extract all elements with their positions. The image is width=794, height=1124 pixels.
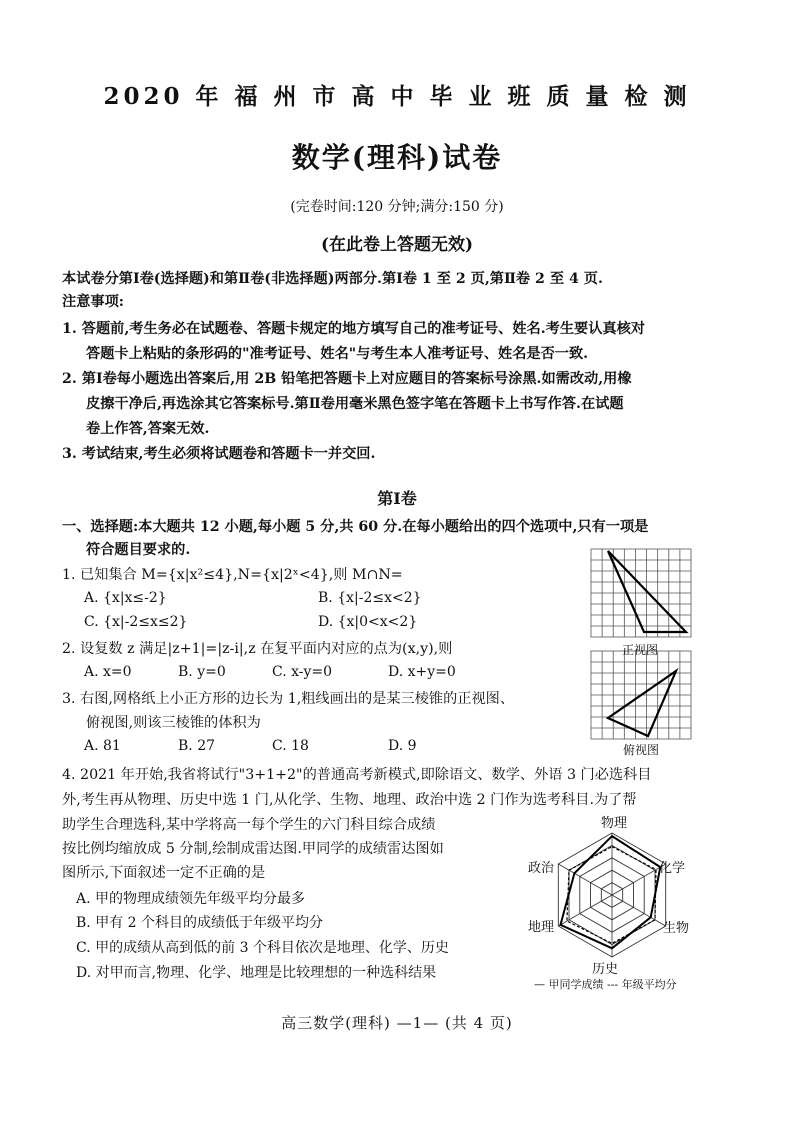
q4-option-c: C. 甲的成绩从高到低的前 3 个科目依次是地理、化学、历史 [76,940,449,956]
q4-line-1: 4. 2021 年开始,我省将试行"3+1+2"的普通高考新模式,即除语文、数学、外语 3 门必选科目 [62,767,652,783]
q4-line-2: 外,考生再从物理、历史中选 1 门,从化学、生物、地理、政治中选 2 门作为选考科目.为了帮 [62,792,637,808]
q1-option-a: A. {x|x≤-2} [84,590,167,606]
invalid-note: (在此卷上答题无效) [320,235,474,255]
radar-label-biology: 生物 [663,921,690,936]
notice-2c: 卷上作答,答案无效. [86,421,210,437]
q4-line-5: 图所示,下面叙述一定不正确的是 [62,865,266,881]
radar-label-politics: 政治 [528,861,555,876]
notice-title: 注意事项: [62,294,124,310]
q2-stem: 2. 设复数 z 满足|z+1|=|z-i|,z 在复平面内对应的点为(x,y),则 [62,641,453,657]
q2-option-d: D. x+y=0 [388,664,456,680]
notice-2b: 皮擦干净后,再选涂其它答案标号.第Ⅱ卷用毫米黑色签字笔在答题卡上书写作答.在试题 [86,396,624,412]
top-view-triangle [608,671,676,736]
part1-heading: 一、选择题:本大题共 12 小题,每小题 5 分,共 60 分.在每小题给出的四个选项中,只有一项是 [62,519,649,535]
radar-label-geography: 地理 [528,920,555,935]
q4-option-a: A. 甲的物理成绩领先年级平均分最多 [76,891,306,907]
notice-1a: 1. 答题前,考生务必在试题卷、答题卡规定的地方填写自己的准考证号、姓名.考生要认真核对 [62,321,645,337]
exam-title: 2020 年 福 州 市 高 中 毕 业 班 质 量 检 测 [103,83,691,110]
notice-2a: 2. 第Ⅰ卷每小题选出答案后,用 2B 铅笔把答题卡上对应题目的答案标号涂黑.如需改动,用橡 [62,371,632,387]
q3-option-c: C. 18 [272,738,309,754]
exam-subject-title: 数学(理科)试卷 [291,141,503,174]
q1-option-b: B. {x|-2≤x<2} [318,590,422,606]
q4-line-4: 按比例均缩放成 5 分制,绘制成雷达图.甲同学的成绩雷达图如 [62,841,444,857]
q2-option-c: C. x-y=0 [272,664,333,680]
front-view-triangle [608,551,686,632]
front-view-label: 正视图 [622,643,659,657]
notice-1b: 答题卡上粘贴的条形码的"准考证号、姓名"与考生本人准考证号、姓名是否一致. [86,346,589,362]
page-footer: 高三数学(理科) —1— (共 4 页) [281,1014,513,1032]
radar-label-history: 历史 [592,962,619,977]
radar-label-physics: 物理 [601,816,628,831]
time-info: (完卷时间:120 分钟;满分:150 分) [290,199,504,215]
section-title: 第Ⅰ卷 [377,489,417,508]
notice-3: 3. 考试结束,考生必须将试题卷和答题卡一并交回. [62,446,376,462]
q2-option-a: A. x=0 [84,664,132,680]
q3-stem-1: 3. 右图,网格纸上小正方形的边长为 1,粗线画出的是某三棱锥的正视图、 [62,691,515,707]
q3-option-d: D. 9 [388,738,417,754]
radar-legend: — 甲同学成绩 --- 年级平均分 [534,978,677,991]
top-view-label: 俯视图 [623,743,660,757]
q3-option-b: B. 27 [178,738,216,754]
intro-text: 本试卷分第Ⅰ卷(选择题)和第Ⅱ卷(非选择题)两部分.第Ⅰ卷 1 至 2 页,第Ⅱ卷 2 至 4 页. [62,271,603,287]
q4-option-d: D. 对甲而言,物理、化学、地理是比较理想的一种选科结果 [76,965,437,981]
q3-option-a: A. 81 [84,738,121,754]
q1-option-d: D. {x|0<x<2} [318,614,418,630]
q3-stem-2: 俯视图,则该三棱锥的体积为 [86,715,261,731]
q1-option-c: C. {x|-2≤x≤2} [84,614,188,630]
q2-option-b: B. y=0 [178,664,226,680]
radar-label-chemistry: 化学 [659,861,686,876]
q4-option-b: B. 甲有 2 个科目的成绩低于年级平均分 [76,915,323,931]
part1-heading-cont: 符合题目要求的. [86,542,191,558]
q1-stem: 1. 已知集合 M={x|x²≤4},N={x|2ˣ<4},则 M∩N= [62,567,403,583]
q4-line-3: 助学生合理选科,某中学将高一每个学生的六门科目综合成绩 [62,817,436,833]
